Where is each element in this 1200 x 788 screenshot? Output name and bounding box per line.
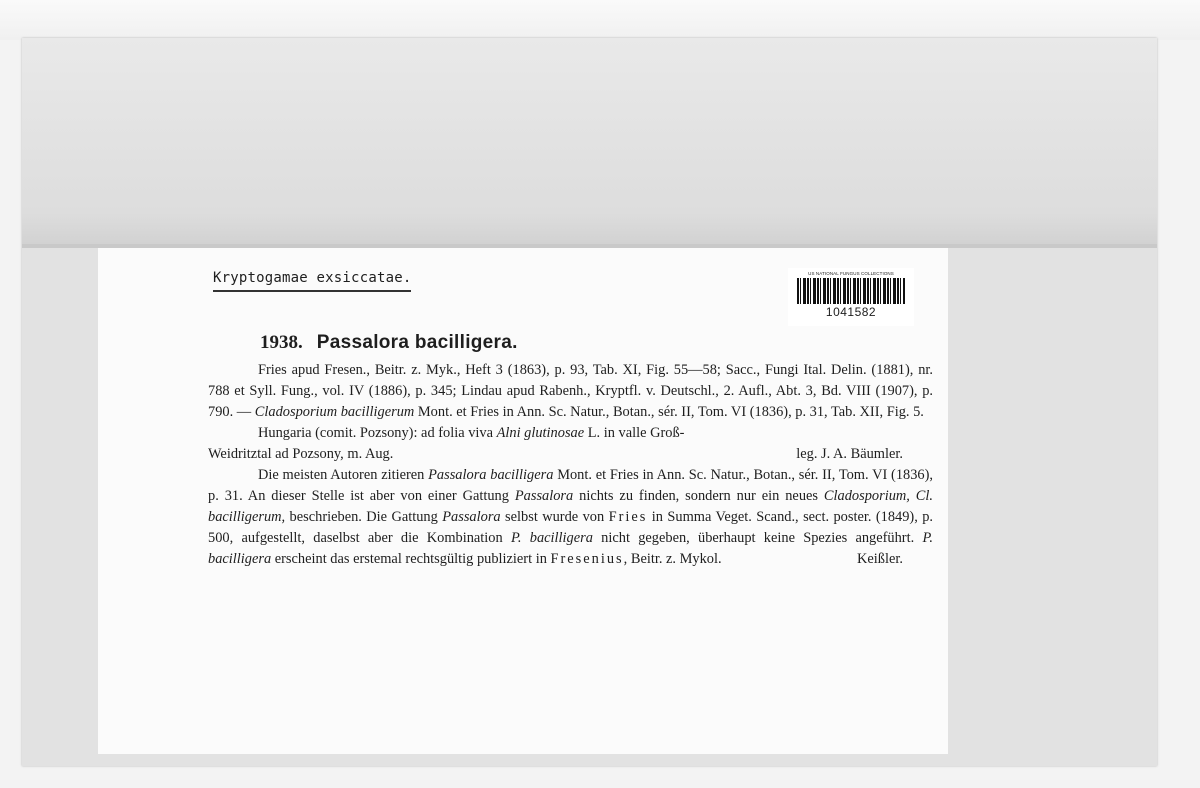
host-name: Alni glutinosae [496,425,585,441]
author-spaced: Fries [608,509,648,525]
taxon-name: Passalora bacilligera. [316,332,518,353]
packet-flap [22,38,1157,246]
barcode-institution: US NATIONAL FUNGUS COLLECTIONS [808,271,894,276]
synonym-name: Cladosporium bacilligerum [254,404,415,420]
note-italic: Passalora [514,488,574,504]
note-italic: P. bacilligera [208,530,933,567]
note-italic: Passalora [442,509,501,525]
note-text: Die meisten Autoren zitieren [258,467,429,483]
barcode-icon [797,278,905,304]
note-author: Keißler. [857,551,903,567]
barcode-number: 1041582 [825,305,877,319]
background [0,0,1200,40]
note-text: beschrieben. Die Gattung [285,509,443,525]
series-title: Kryptogamae exsiccatae. [213,270,411,292]
collector: leg. J. A. Bäumler. [796,446,903,462]
note-text: erscheint das erstemal rechtsgültig publiziert in [271,551,551,567]
exsiccata-number: 1938. [260,332,303,353]
specimen-label [98,248,948,754]
note-italic: Cladosporium, Cl. bacilligerum, [208,488,933,525]
note-text: Mont. et Fries in Ann. Sc. Natur., Botan., sér. II, Tom. VI (1836), p. 31. An dieser Stelle ist aber von einer Gattung [208,467,934,504]
note-text: selbst wurde von [500,509,609,525]
references-text-cont: Mont. et Fries in Ann. Sc. Natur., Botan., sér. II, Tom. VI (1836), p. 31, Tab. XII, Fig. 5. [414,404,924,420]
barcode-label [788,268,914,326]
note-italic: P. bacilligera [510,530,593,546]
note-paragraph [208,465,933,570]
note-text: nichts zu finden, sondern nur ein neues [573,488,824,504]
author-spaced: Fresenius [550,551,624,567]
note-text: , Beitr. z. Mykol. [623,551,722,567]
locality-paragraph [208,423,933,444]
locality-text: Hungaria (comit. Pozsony): ad folia viva [258,425,497,441]
note-italic: Passalora bacilligera [428,467,554,483]
locality-place: Weidritztal ad Pozsony, m. Aug. [208,446,394,462]
locality-line [208,444,933,465]
locality-text-cont: L. in valle Groß- [584,425,685,441]
label-text [208,360,933,570]
references-text: Fries apud Fresen., Beitr. z. Myk., Heft 3 (1863), p. 93, Tab. XI, Fig. 55—58; Sacc., Fungi Ital. Delin. (1881), nr. 788 et Syll. Fung., vol. IV (1886), p. 345; Lindau apud Rabenh., Kryptfl. v. Deutschl., 2. Aufl., Abt. 3, Bd. VIII (1907), p. 790. — [208,362,933,420]
note-text: nicht gegeben, überhaupt keine Spezies angeführt. [592,530,923,546]
references-paragraph [208,360,933,423]
taxon-heading [260,332,518,354]
note-text: in Summa Veget. Scand., sect. poster. (1849), p. 500, aufgestellt, daselbst aber die Kombination [208,509,933,546]
